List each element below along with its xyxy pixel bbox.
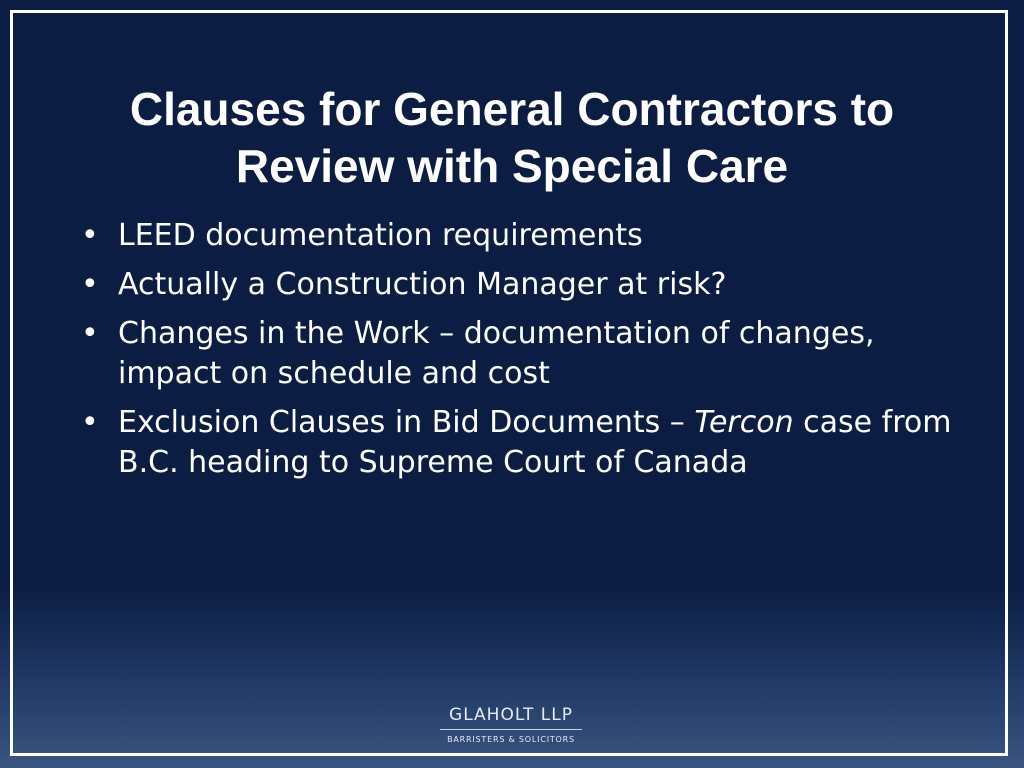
bullet-item-changes-in-work [78,314,978,394]
bullet-text: Changes in the Work – documentation of changes, impact on schedule and cost [118,316,875,391]
slide-title [0,81,1024,195]
bullet-text: Actually a Construction Manager at risk? [118,267,727,302]
bullet-marker: • [81,405,99,440]
bullet-item-exclusion-clauses [78,403,978,483]
bullet-text-part: Exclusion Clauses in Bid Documents – [118,405,695,440]
logo-subtitle: BARRISTERS & SOLICITORS [447,735,575,744]
logo-divider [440,729,582,730]
title-line-2: Review with Special Care [235,139,789,192]
bullet-item-construction-manager [78,265,978,305]
logo-firm-name: GLAHOLT LLP [449,705,573,725]
bullet-marker: • [81,316,99,351]
bullet-item-leed [78,216,978,256]
bullet-marker: • [81,267,99,302]
case-name-italic: Tercon [694,405,794,440]
title-line-1: Clauses for General Contractors to [129,82,895,135]
bullet-marker: • [81,218,99,253]
bullet-list [78,216,978,492]
bullet-text: LEED documentation requirements [118,218,643,253]
bullet-text-part: case from B.C. heading to Supreme Court of Canada [118,405,952,480]
firm-logo [436,704,586,746]
